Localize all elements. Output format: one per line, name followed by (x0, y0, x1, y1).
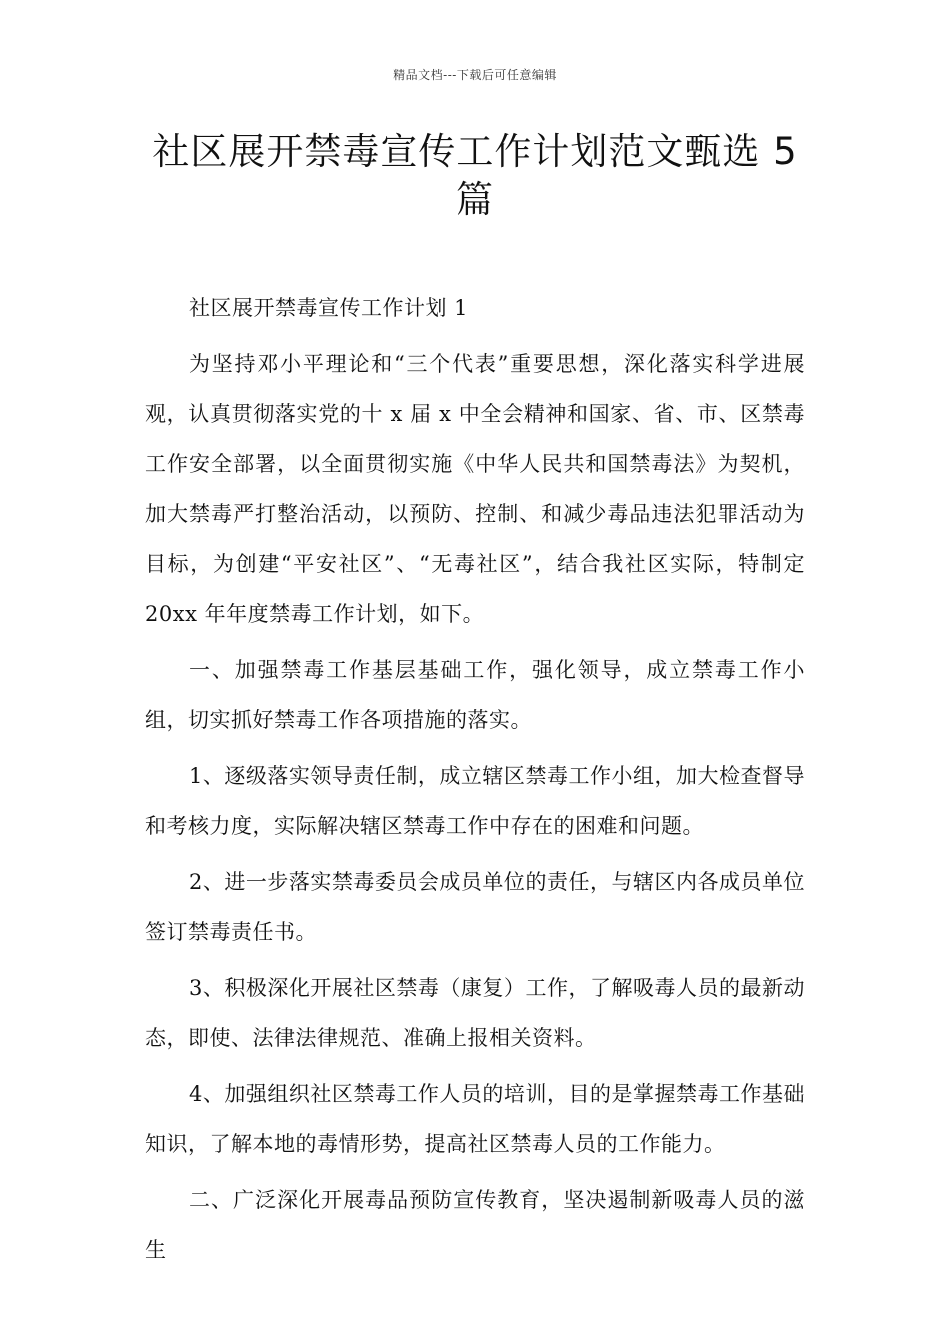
paragraph-item-two: 二、广泛深化开展毒品预防宣传教育，坚决遏制新吸毒人员的滋生 (145, 1188, 805, 1262)
paragraph-subitem-4: 4、加强组织社区禁毒工作人员的培训，目的是掌握禁毒工作基础知识，了解本地的毒情形势，提高社区禁毒人员的工作能力。 (145, 1082, 805, 1156)
paragraph-subitem-3: 3、积极深化开展社区禁毒（康复）工作，了解吸毒人员的最新动态，即使、法律法律规范、准确上报相关资料。 (145, 976, 805, 1050)
paragraph-subitem-2: 2、进一步落实禁毒委员会成员单位的责任，与辖区内各成员单位签订禁毒责任书。 (145, 870, 805, 944)
paragraph-item-one: 一、加强禁毒工作基层基础工作，强化领导，成立禁毒工作小组，切实抓好禁毒工作各项措施的落实。 (145, 658, 805, 732)
header-note: 精品文档---下载后可任意编辑 (393, 68, 557, 82)
document-body (145, 283, 805, 1281)
document-title: 社区展开禁毒宣传工作计划范文甄选 5 篇 (152, 130, 798, 221)
paragraph-subitem-1: 1、逐级落实领导责任制，成立辖区禁毒工作小组，加大检查督导和考核力度，实际解决辖区禁毒工作中存在的困难和问题。 (145, 764, 805, 838)
paragraph-intro: 为坚持邓小平理论和“三个代表”重要思想，深化落实科学进展观，认真贯彻落实党的十 x 届 x 中全会精神和国家、省、市、区禁毒工作安全部署，以全面贯彻实施《中华人民共和国禁毒法》为契机，加大禁毒严打整治活动，以预防、控制、和减少毒品违法犯罪活动为目标，为创建“平安社区”、“无毒社区”，结合我社区实际，特制定 20xx 年年度禁毒工作计划，如下。 (145, 352, 805, 626)
section-heading: 社区展开禁毒宣传工作计划 1 (189, 296, 469, 320)
